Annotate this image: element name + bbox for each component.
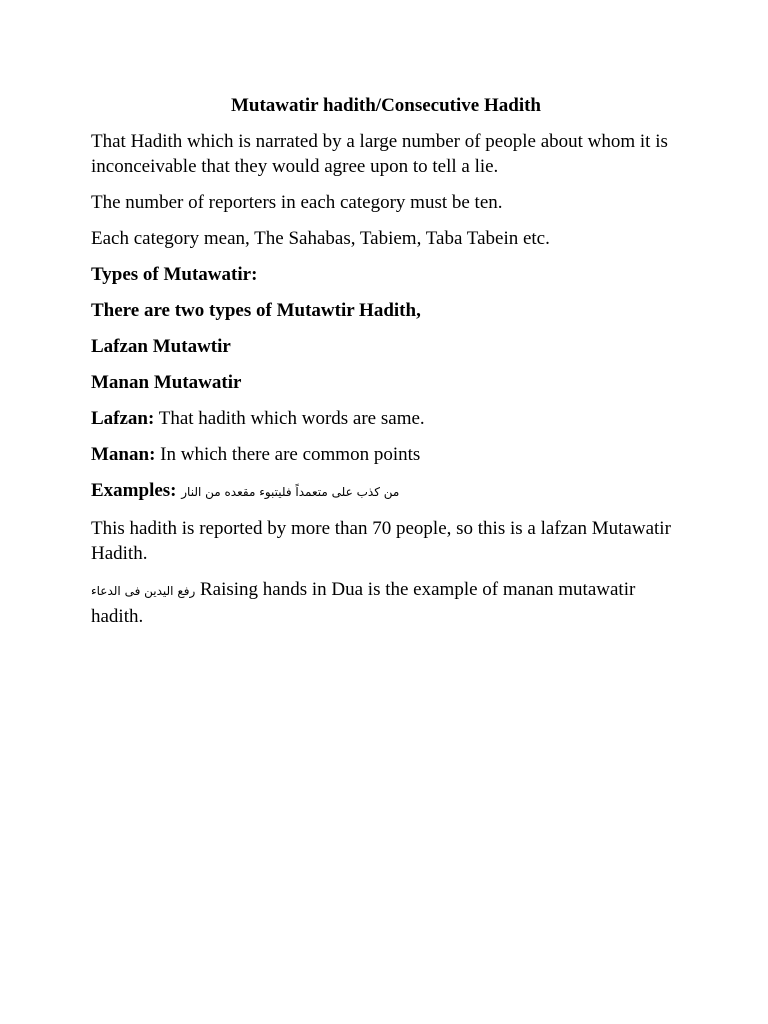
type-lafzan-heading: Lafzan Mutawtir bbox=[91, 336, 231, 357]
dua-arabic-text: رفع اليدين فى الدعاء bbox=[91, 584, 196, 598]
manan-label: Manan: bbox=[91, 444, 156, 465]
dua-paragraph bbox=[91, 577, 681, 629]
type-manan-heading: Manan Mutawatir bbox=[91, 372, 242, 393]
two-types-heading: There are two types of Mutawtir Hadith, bbox=[91, 300, 421, 321]
dua-text: Raising hands in Dua is the example of manan mutawatir hadith. bbox=[91, 579, 636, 627]
definition-paragraph: That Hadith which is narrated by a large number of people about whom it is inconceivable that they would agree upon to tell a lie. bbox=[91, 131, 668, 177]
lafzan-definition bbox=[91, 406, 681, 431]
lafzan-label: Lafzan: bbox=[91, 408, 155, 429]
example-note-paragraph: This hadith is reported by more than 70 people, so this is a lafzan Mutawatir Hadith. bbox=[91, 518, 671, 564]
document-title: Mutawatir hadith/Consecutive Hadith bbox=[230, 95, 541, 116]
manan-definition bbox=[91, 442, 681, 467]
document-body bbox=[91, 93, 681, 640]
manan-text: In which there are common points bbox=[155, 444, 421, 465]
examples-arabic-text: من كذب على متعمداً فليتبوء مقعده من النار bbox=[181, 485, 400, 499]
examples-paragraph bbox=[91, 478, 681, 505]
examples-label: Examples: bbox=[91, 480, 177, 501]
lafzan-text: That hadith which words are same. bbox=[154, 408, 425, 429]
category-paragraph: Each category mean, The Sahabas, Tabiem, Taba Tabein etc. bbox=[91, 228, 550, 249]
types-heading: Types of Mutawatir: bbox=[91, 264, 258, 285]
reporters-paragraph: The number of reporters in each category must be ten. bbox=[91, 192, 503, 213]
